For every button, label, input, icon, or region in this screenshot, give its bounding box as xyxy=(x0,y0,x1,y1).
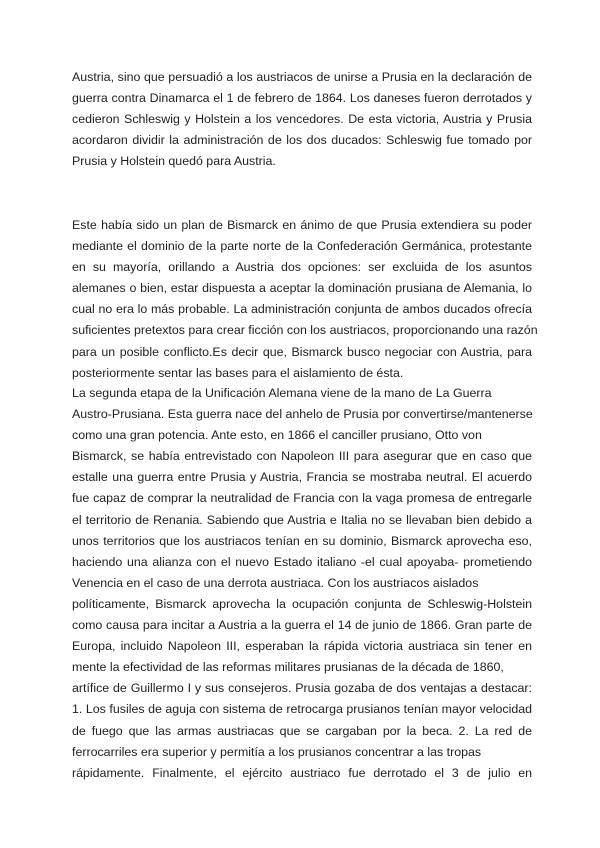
text-line: como causa para incitar a Austria a la guerra el 14 de junio de 1866. Gran parte de xyxy=(72,618,532,633)
paragraph-1 xyxy=(72,67,532,172)
text-line: posteriormente sentar las bases para el aislamiento de ésta. xyxy=(72,365,404,380)
text-line: mediante el dominio de la parte norte de la Confederación Germánica, protestante xyxy=(72,239,532,254)
text-line: 1. Los fusiles de aguja con sistema de retrocarga prusianos tenían mayor velocidad xyxy=(72,702,532,717)
text-line: suficientes pretextos para crear ficción con los austriacos, proporcionando una razón xyxy=(72,323,538,338)
text-line: Venencia en el caso de una derrota austriaca. Con los austriacos aislados xyxy=(72,575,479,590)
text-line: rápidamente. Finalmente, el ejército austriaco fue derrotado el 3 de julio en xyxy=(72,765,532,780)
text-line: políticamente, Bismarck aprovecha la ocupación conjunta de Schleswig-Holstein xyxy=(72,596,532,611)
text-line: Austro-Prusiana. Esta guerra nace del anhelo de Prusia por convertirse/mantenerse xyxy=(72,407,533,422)
text-line: fue capaz de comprar la neutralidad de Francia con la vaga promesa de entregarle xyxy=(72,491,532,506)
text-line: ferrocarriles era superior y permitía a los prusianos concentrar a las tropas xyxy=(72,744,482,759)
text-line: artífice de Guillermo I y sus consejeros. Prusia gozaba de dos ventajas a destacar: xyxy=(72,681,532,696)
text-line: estalle una guerra entre Prusia y Austria, Francia se mostraba neutral. El acuerdo xyxy=(72,470,532,485)
paragraph-3 xyxy=(72,383,532,784)
text-line: mente la efectividad de las reformas militares prusianas de la década de 1860, xyxy=(72,660,504,675)
text-line: La segunda etapa de la Unificación Alemana viene de la mano de La Guerra xyxy=(72,386,492,400)
text-line: cual no era lo más probable. La administración conjunta de ambos ducados ofrecía xyxy=(72,302,532,317)
text-line: en su mayoría, orillando a Austria dos opciones: ser excluida de los asuntos xyxy=(72,260,532,275)
text-line: Bismarck, se había entrevistado con Napoleon III para asegurar que en caso que xyxy=(72,449,532,464)
text-line: unos territorios que los austriacos tenían en su dominio, Bismarck aprovecha eso, xyxy=(72,533,532,548)
paragraph-2 xyxy=(72,215,538,384)
text-line: cedieron Schleswig y Holstein a los vencedores. De esta victoria, Austria y Prusia xyxy=(72,112,532,127)
text-line: como una gran potencia. Ante esto, en 1866 el canciller prusiano, Otto von xyxy=(72,428,482,443)
text-line: haciendo una alianza con el nuevo Estado italiano -el cual apoyaba- prometiendo xyxy=(72,554,532,569)
text-line: el territorio de Renania. Sabiendo que Austria e Italia no se llevaban bien debido a xyxy=(72,512,532,527)
text-line: Prusia y Holstein quedó para Austria. xyxy=(72,154,276,169)
text-line: Este había sido un plan de Bismarck en ánimo de que Prusia extendiera su poder xyxy=(72,218,532,232)
text-line: guerra contra Dinamarca el 1 de febrero de 1864. Los daneses fueron derrotados y xyxy=(72,91,532,106)
text-line: Austria, sino que persuadió a los austriacos de unirse a Prusia en la declaración de xyxy=(72,70,532,84)
text-line: acordaron dividir la administración de los dos ducados: Schleswig fue tomado por xyxy=(72,133,532,148)
text-line: para un posible conflicto.Es decir que, Bismarck busco negociar con Austria, para xyxy=(72,344,532,359)
text-line: de fuego que las armas austriacas que se cargaban por la beca. 2. La red de xyxy=(72,723,532,738)
text-line: Europa, incluido Napoleon III, esperaban la rápida victoria austriaca sin tener en xyxy=(72,639,532,654)
text-line: alemanes o bien, estar dispuesta a aceptar la dominación prusiana de Alemania, lo xyxy=(72,281,532,296)
